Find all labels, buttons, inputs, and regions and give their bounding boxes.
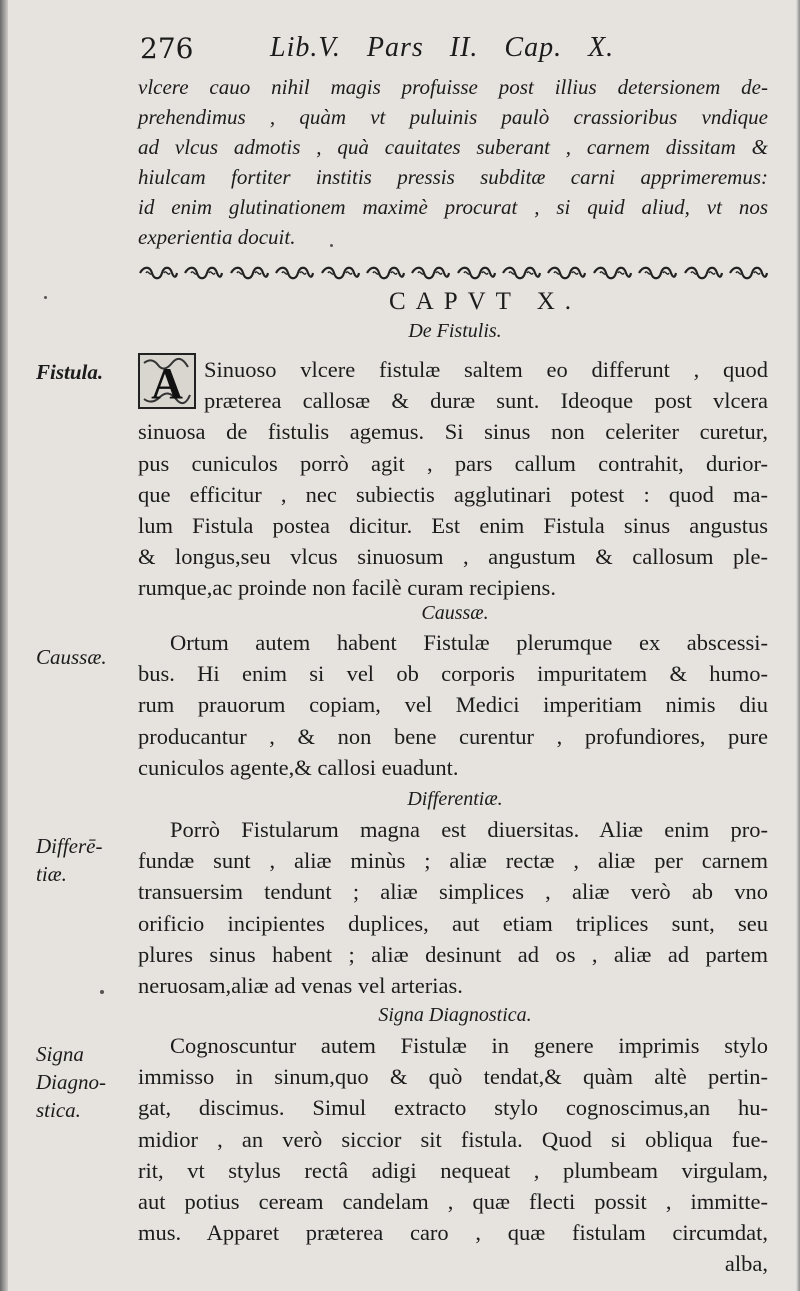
margin-note-signa: Signa Diagno- stica. (36, 1042, 106, 1122)
paragraph-differentiae (138, 814, 768, 1001)
text-line: Ortum autem habent Fistulæ plerumque ex abscessi- (170, 630, 768, 655)
fleuron-ornament-icon (683, 265, 723, 281)
page-number: 276 (140, 32, 194, 65)
text-line: gat, discimus. Simul extracto stylo cognoscimus,an hu- (138, 1095, 768, 1121)
text-line: plures sinus habent ; aliæ desinunt ad os , aliæ ad partem (138, 941, 768, 967)
text-line: prehendimus , quàm vt puluinis paulò crassioribus vndique (138, 105, 768, 129)
text-line: rit, vt stylus rectâ adigi nequeat , plumbeam virgulam, (138, 1157, 768, 1183)
section-heading-differentiae: Differentiæ. (407, 788, 503, 810)
margin-note-fistula: Fistula. (36, 360, 104, 384)
text-line: vlcere cauo nihil magis profuisse post illius detersionem de- (138, 75, 768, 99)
text-line: producantur , & non bene curentur , profundiores, pure (138, 723, 768, 749)
fleuron-ornament-icon (274, 265, 314, 281)
ink-speck (330, 244, 333, 247)
text-line: orificio incipientes duplices, aut etiam triplices sunt, seu (138, 910, 768, 936)
paragraph-signa (138, 1030, 768, 1280)
ink-speck (44, 296, 47, 299)
paragraph-caussae (138, 627, 768, 783)
running-title: Lib.V. Pars II. Cap. X. (270, 32, 615, 63)
fleuron-ornament-icon (320, 265, 360, 281)
text-line: mus. Apparet præterea caro , quæ fistulam circumdat, (138, 1220, 768, 1246)
text-line: pus cuniculos porrò agit , pars callum contrahit, durior- (138, 450, 768, 476)
text-line: aut potius ceream candelam , quæ flecti possit , immitte- (138, 1189, 768, 1215)
text-line: Sinuoso vlcere fistulæ saltem eo differunt , quod (204, 357, 768, 382)
text-line: rumque,ac proinde non facilè curam recipiens. (138, 575, 556, 601)
text-line: neruosam,aliæ ad venas vel arterias. (138, 973, 463, 999)
text-line: midior , an verò siccior sit fistula. Quod si obliqua fue- (138, 1126, 768, 1152)
text-line: ad vlcus admotis , quà cauitates suberant , carnem dissitam & (138, 135, 768, 159)
page-header (140, 32, 760, 68)
text-line: fundæ sunt , aliæ minùs ; aliæ rectæ , aliæ per carnem (138, 848, 768, 874)
text-line: Cognoscuntur autem Fistulæ in genere imprimis stylo (170, 1033, 768, 1058)
ornamental-border (138, 262, 768, 284)
paragraph-fistula (138, 354, 768, 604)
fleuron-ornament-icon (138, 265, 178, 281)
text-line: immisso in sinum,quo & quò tendat,& quàm altè pertin- (138, 1064, 768, 1090)
text-line: præterea callosæ & duræ sunt. Ideoque post vlcera (204, 388, 768, 414)
fleuron-ornament-icon (410, 265, 450, 281)
text-line: hiulcam fortiter institis pressis subditæ carni apprimeremus: (138, 165, 768, 189)
dropcap-letter: A (151, 359, 183, 408)
catchword: alba, (724, 1251, 768, 1277)
text-line: & longus,seu vlcus sinuosum , angustum & callosum ple- (138, 544, 768, 570)
continued-paragraph (138, 72, 768, 252)
fleuron-ornament-icon (229, 265, 269, 281)
text-line: sinuosa de fistulis agemus. Si sinus non celeriter curetur, (138, 419, 768, 445)
fleuron-ornament-icon (728, 265, 768, 281)
fleuron-ornament-icon (183, 265, 223, 281)
chapter-subtitle: De Fistulis. (408, 320, 502, 342)
text-line: Porrò Fistularum magna est diuersitas. Aliæ enim pro- (170, 817, 768, 842)
fleuron-ornament-icon (456, 265, 496, 281)
chapter-title: CAPVT X. (388, 288, 582, 315)
section-heading-caussae: Caussæ. (421, 602, 489, 624)
text-line: rum prauorum copiam, vel Medici imperitiam nimis diu (138, 692, 768, 718)
fleuron-ornament-icon (365, 265, 405, 281)
fleuron-ornament-icon (501, 265, 541, 281)
text-line: que efficitur , nec subiectis agglutinari potest : quod ma- (138, 481, 768, 507)
section-heading-signa: Signa Diagnostica. (378, 1004, 532, 1026)
text-line: id enim glutinationem maximè procurat , si quid aliud, vt nos (138, 195, 768, 219)
fleuron-ornament-icon (592, 265, 632, 281)
margin-note-caussae: Caussæ. (36, 645, 107, 669)
margin-note-differentiae: Differē- tiæ. (36, 834, 103, 886)
text-line: lum Fistula postea dicitur. Est enim Fistula sinus angustus (138, 513, 768, 539)
text-line: cuniculos agente,& callosi euadunt. (138, 754, 459, 780)
text-line: transuersim tendunt ; aliæ simplices , aliæ verò ab vno (138, 879, 768, 905)
ink-speck (100, 990, 104, 994)
fleuron-ornament-icon (637, 265, 677, 281)
text-line: bus. Hi enim si vel ob corporis impuritatem & humo- (138, 661, 768, 687)
fleuron-ornament-icon (546, 265, 586, 281)
text-line: experientia docuit. (138, 225, 296, 249)
